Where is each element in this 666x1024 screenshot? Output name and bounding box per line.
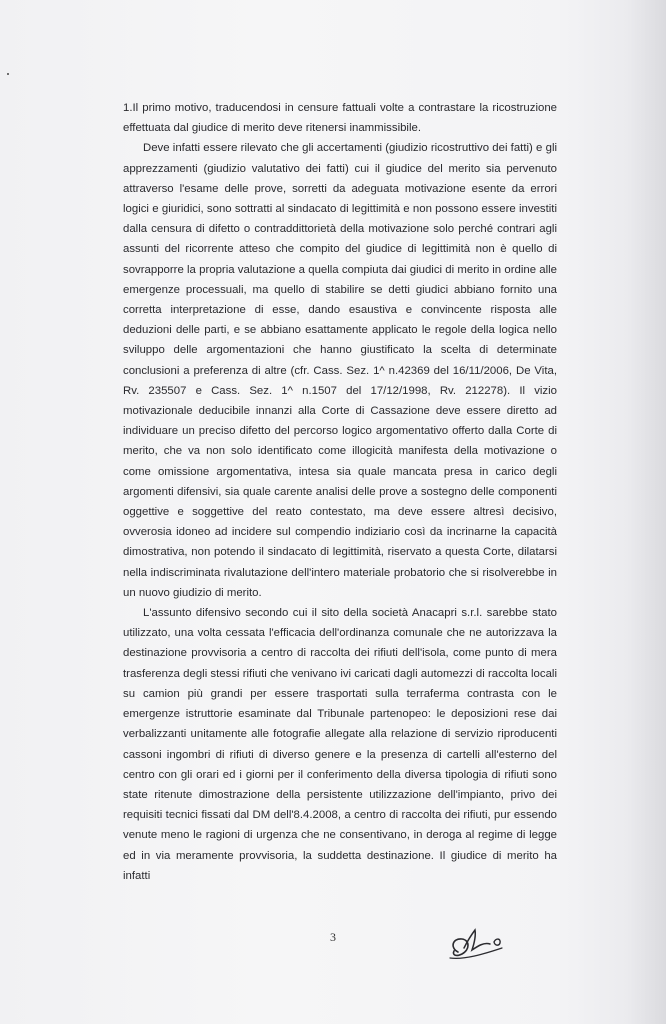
paragraph-3: L'assunto difensivo secondo cui il sito della società Anacapri s.r.l. sarebbe stato utilizzato, una volta cessata l'efficacia dell'ordinanza comunale che ne autorizzava la destinazione provvisoria a centro di raccolta dei rifiuti dell'isola, come punto di mera trasferenza degli stessi rifiuti che venivano ivi caricati dagli automezzi di raccolta locali su camion più grandi per essere trasportati sulla terraferma contrasta con le emergenze istruttorie esaminate dal Tribunale partenopeo: le deposizioni rese dai verbalizzanti unitamente alle fotografie allegate alla relazione di servizio riproducenti cassoni ingombri di rifiuti di diverso genere e la presenza di cartelli all'esterno del centro con gli orari ed i giorni per il conferimento della diversa tipologia di rifiuti sono state ritenute dimostrazione della persistente utilizzazione dell'impianto, privo dei requisiti tecnici fissati dal DM dell'8.4.2008, a centro di raccolta dei rifiuti, pur essendo venute meno le ragioni di urgenza che ne consentivano, in deroga al regime di legge ed in via meramente provvisoria, la suddetta destinazione. Il giudice di merito ha infatti [123,607,557,882]
page-edge-shadow [626,0,666,1024]
document-body [123,98,557,886]
page-number: 3 [330,930,336,944]
paragraph-1: 1.Il primo motivo, traducendosi in censure fattuali volte a contrastare la ricostruzione effettuata dal giudice di merito deve ritenersi inammissibile. [123,102,557,135]
paragraph-2: Deve infatti essere rilevato che gli accertamenti (giudizio ricostruttivo dei fatti) e gli apprezzamenti (giudizio valutativo dei fatti) cui il giudice del merito sia pervenuto attraverso l'esame delle prove, sorretti da adeguata motivazione esente da errori logici e giuridici, sono sottratti al sindacato di legittimità e non possono essere investiti dalla censura di difetto o contraddittorietà della motivazione solo perché contrari agli assunti del ricorrente atteso che compito del giudice di legittimità non è quello di sovrapporre la propria valutazione a quella compiuta dai giudici di merito in ordine alle emergenze processuali, ma quello di stabilire se detti giudici abbiano fornito una corretta interpretazione di esse, dando esaustiva e convincente risposta alle deduzioni delle parti, e se abbiano esattamente applicato le regole della logica nello sviluppo delle argomentazioni che hanno giustificato la scelta di determinate conclusioni a preferenza di altre (cfr. Cass. Sez. 1^ n.42369 del 16/11/2006, De Vita, Rv. 235507 e Cass. Sez. 1^ n.1507 del 17/12/1998, Rv. 212278). Il vizio motivazionale deducibile innanzi alla Corte di Cassazione deve essere diretto ad individuare un preciso difetto del percorso logico argomentativo offerto dalla Corte di merito, che va non solo identificato come illogicità manifesta della motivazione o come omissione argomentativa, intesa sia quale mancata presa in carico degli argomenti difensivi, sia quale carente analisi delle prove a sostegno delle componenti oggettive e soggettive del reato contestato, ma deve essere altresì decisivo, ovverosia idoneo ad incidere sul compendio indiziario così da incrinarne la capacità dimostrativa, non potendo il sindacato di legittimità, riservato a questa Corte, dilatarsi nella indiscriminata rivalutazione dell'intero materiale probatorio che si risolverebbe in un nuovo giudizio di merito. [123,142,557,599]
scan-speck [7,73,9,75]
signature-initials [444,918,516,966]
